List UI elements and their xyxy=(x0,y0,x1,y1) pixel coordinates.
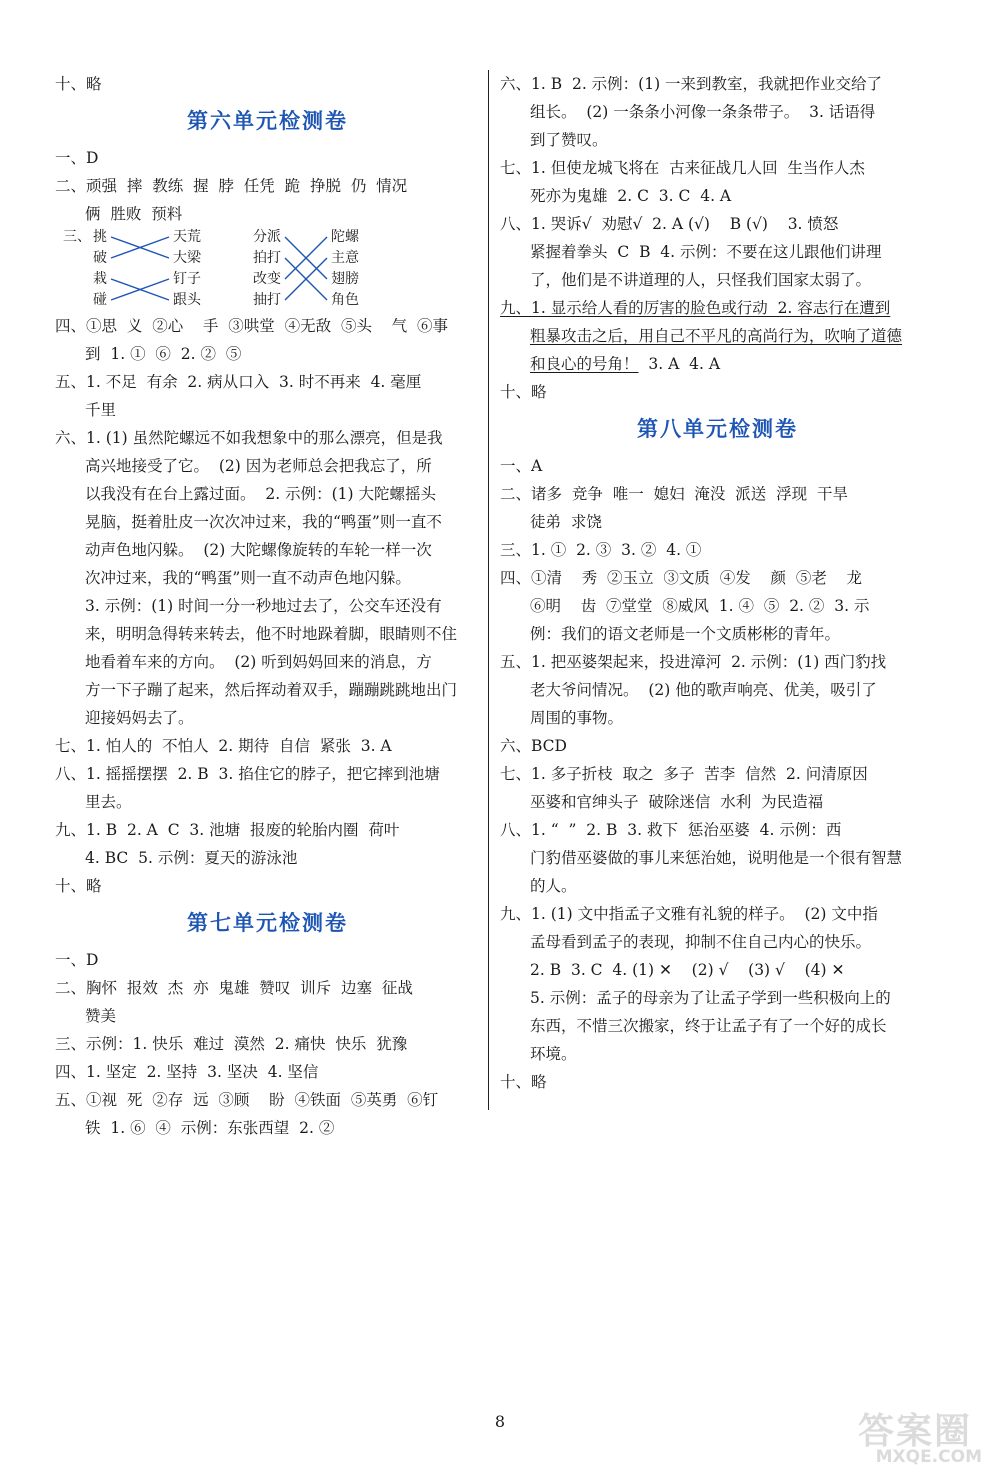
answer-line: 七、1. 怕人的 不怕人 2. 期待 自信 紧张 3. A xyxy=(55,737,392,755)
answer-line: 迎接妈妈去了。 xyxy=(85,709,194,727)
answer-line: 次冲过来，我的“鸭蛋”则一直不动声色地闪躲。 xyxy=(85,569,411,587)
answer-line: 的人。 xyxy=(530,877,577,895)
unit7-title: 第七单元检测卷 xyxy=(187,911,348,935)
answer-line: 到 1. ① ⑥ 2. ② ⑤ xyxy=(85,345,242,363)
answer-line: 七、1. 多子折枝 取之 多子 苦李 信然 2. 问清原因 xyxy=(500,765,868,783)
match-word: 跟头 xyxy=(173,292,201,308)
match-word: 陀螺 xyxy=(331,229,359,245)
answer-line: 铁 1. ⑥ ④ 示例：东张西望 2. ② xyxy=(85,1119,335,1137)
answer-line: 高兴地接受了它。 (2) 因为老师总会把我忘了，所 xyxy=(85,457,432,475)
answer-line: 九、1. (1) 文中指孟子文雅有礼貌的样子。 (2) 文中指 xyxy=(500,905,878,923)
answer-line: 三、1. ① 2. ③ 3. ② 4. ① xyxy=(500,541,702,559)
left-column xyxy=(55,70,480,1142)
answer-line: 到了赞叹。 xyxy=(530,131,608,149)
answer-line: 八、1. 摇摇摆摆 2. B 3. 掐住它的脖子，把它摔到池塘 xyxy=(55,765,440,783)
matching-lines xyxy=(63,228,393,312)
answer-line: 死亦为鬼雄 2. C 3. C 4. A xyxy=(530,187,732,205)
answer-line: 来，明明急得转来转去，他不时地跺着脚，眼睛则不住 xyxy=(85,625,458,643)
match-word: 分派 xyxy=(253,229,281,245)
answer-line: 八、1. 哭诉√ 劝慰√ 2. A (√) B (√) 3. 愤怒 xyxy=(500,215,839,233)
answer-line: 四、1. 坚定 2. 坚持 3. 坚决 4. 坚信 xyxy=(55,1063,319,1081)
watermark-url: MXQE.COM xyxy=(875,1447,982,1467)
match-word: 翅膀 xyxy=(331,271,359,287)
answer-line: 五、①视 死 ②存 远 ③顾 盼 ④铁面 ⑤英勇 ⑥钉 xyxy=(55,1091,439,1109)
right-column xyxy=(500,70,935,1096)
answer-line: 里去。 xyxy=(85,793,132,811)
answer-line: 孟母看到孟子的表现，抑制不住自己内心的快乐。 xyxy=(530,933,872,951)
answer-line: 了，他们是不讲道理的人，只怪我们国家太弱了。 xyxy=(530,271,872,289)
answer-line: 九、1. B 2. A C 3. 池塘 报废的轮胎内圈 荷叶 xyxy=(55,821,400,839)
answer-line: 3. 示例：(1) 时间一分一秒地过去了，公交车还没有 xyxy=(85,597,442,615)
answer-line: 十、略 xyxy=(55,75,102,93)
answer-line: 巫婆和官绅头子 破除迷信 水利 为民造福 xyxy=(530,793,824,811)
answer-tail: 3. A 4. A xyxy=(638,355,721,373)
match-word: 碰 xyxy=(93,292,107,308)
answer-line: 地看着车来的方向。 (2) 听到妈妈回来的消息，方 xyxy=(85,653,432,671)
answer-line: 一、D xyxy=(55,149,99,167)
answer-line: 组长。 (2) 一条条小河像一条条带子。 3. 话语得 xyxy=(530,103,876,121)
answer-line: 二、诸多 竞争 唯一 媳妇 淹没 派送 浮现 干旱 xyxy=(500,485,848,503)
answer-line: 十、略 xyxy=(500,383,547,401)
answer-line: 东西，不惜三次搬家，终于让孟子有了一个好的成长 xyxy=(530,1017,887,1035)
column-divider xyxy=(488,70,489,1110)
answer-line: 六、BCD xyxy=(500,737,567,755)
underlined-answer: 和良心的号角！ xyxy=(530,355,639,373)
answer-line: 俩 胜败 预料 xyxy=(85,205,183,223)
answer-line: 四、①清 秀 ②玉立 ③文质 ④发 颜 ⑤老 龙 xyxy=(500,569,863,587)
answer-line: 赞美 xyxy=(85,1007,117,1025)
answer-line: 四、①思 义 ②心 手 ③哄堂 ④无敌 ⑤头 气 ⑥事 xyxy=(55,317,449,335)
answer-line: 以我没有在台上露过面。 2. 示例：(1) 大陀螺摇头 xyxy=(85,485,436,503)
answer-line: 环境。 xyxy=(530,1045,577,1063)
answer-line: 二、顽强 摔 教练 握 脖 任凭 跪 挣脱 仍 情况 xyxy=(55,177,408,195)
answer-line: 动声色地闪躲。 (2) 大陀螺像旋转的车轮一样一次 xyxy=(85,541,432,559)
answer-line: 七、1. 但使龙城飞将在 古来征战几人回 生当作人杰 xyxy=(500,159,865,177)
answer-line: 例：我们的语文老师是一个文质彬彬的青年。 xyxy=(530,625,841,643)
match-label: 三、 xyxy=(63,229,91,245)
answer-line: 八、1. “ ” 2. B 3. 救下 惩治巫婆 4. 示例：西 xyxy=(500,821,842,839)
match-word: 钉子 xyxy=(173,271,201,287)
answer-line: 徒弟 求饶 xyxy=(530,513,602,531)
matching-exercise xyxy=(63,228,480,312)
match-word: 天荒 xyxy=(173,229,201,245)
match-word: 角色 xyxy=(331,292,359,308)
answer-line: 门豹借巫婆做的事儿来惩治她，说明他是一个很有智慧 xyxy=(530,849,903,867)
answer-line: 六、1. (1) 虽然陀螺远不如我想象中的那么漂亮，但是我 xyxy=(55,429,443,447)
answer-line: 十、略 xyxy=(500,1073,547,1091)
answer-line: 九、1. 显示给人看的厉害的脸色或行动 2. 容志行在遭到 xyxy=(500,299,891,317)
answer-line: 一、D xyxy=(55,951,99,969)
answer-line: 老大爷问情况。 (2) 他的歌声响亮、优美，吸引了 xyxy=(530,681,877,699)
unit6-title: 第六单元检测卷 xyxy=(187,109,348,133)
answer-line: 粗暴攻击之后，用自己不平凡的高尚行为，吹响了道德 xyxy=(530,327,903,345)
answer-line xyxy=(500,350,935,378)
watermark-logo-text: 答案圈 xyxy=(857,1411,972,1452)
answer-line: 晃脑，挺着肚皮一次次冲过来，我的“鸭蛋”则一直不 xyxy=(85,513,442,531)
answer-line: 周围的事物。 xyxy=(530,709,624,727)
match-word: 拍打 xyxy=(253,250,281,266)
answer-line: 三、示例：1. 快乐 难过 漠然 2. 痛快 快乐 犹豫 xyxy=(55,1035,408,1053)
answer-line: 二、胸怀 报效 杰 亦 鬼雄 赞叹 训斥 边塞 征战 xyxy=(55,979,413,997)
match-word: 挑 xyxy=(93,229,107,245)
answer-line: 十、略 xyxy=(55,877,102,895)
match-word: 破 xyxy=(93,250,107,266)
answer-line: 2. B 3. C 4. (1) ✕ (2) √ (3) √ (4) ✕ xyxy=(530,961,845,979)
match-word: 大梁 xyxy=(173,250,201,266)
answer-line: 4. BC 5. 示例：夏天的游泳池 xyxy=(85,849,298,867)
match-word: 栽 xyxy=(93,271,107,287)
answer-line: 五、1. 把巫婆架起来，投进漳河 2. 示例：(1) 西门豹找 xyxy=(500,653,887,671)
page-number: 8 xyxy=(494,1412,506,1431)
match-word: 抽打 xyxy=(253,292,281,308)
match-word: 主意 xyxy=(331,250,359,266)
unit8-title: 第八单元检测卷 xyxy=(637,417,798,441)
answer-line: 六、1. B 2. 示例：(1) 一来到教室，我就把作业交给了 xyxy=(500,75,883,93)
answer-line: ⑥明 齿 ⑦堂堂 ⑧威风 1. ④ ⑤ 2. ② 3. 示 xyxy=(530,597,870,615)
answer-line: 紧握着拳头 C B 4. 示例：不要在这儿跟他们讲理 xyxy=(530,243,882,261)
watermark xyxy=(832,1403,982,1473)
answer-line: 方一下子蹦了起来，然后挥动着双手，蹦蹦跳跳地出门 xyxy=(85,681,458,699)
answer-line: 5. 示例：孟子的母亲为了让孟子学到一些积极向上的 xyxy=(530,989,891,1007)
answer-line: 五、1. 不足 有余 2. 病从口入 3. 时不再来 4. 毫厘 xyxy=(55,373,422,391)
match-word: 改变 xyxy=(253,271,281,287)
answer-line: 一、A xyxy=(500,457,543,475)
answer-line: 千里 xyxy=(85,401,117,419)
